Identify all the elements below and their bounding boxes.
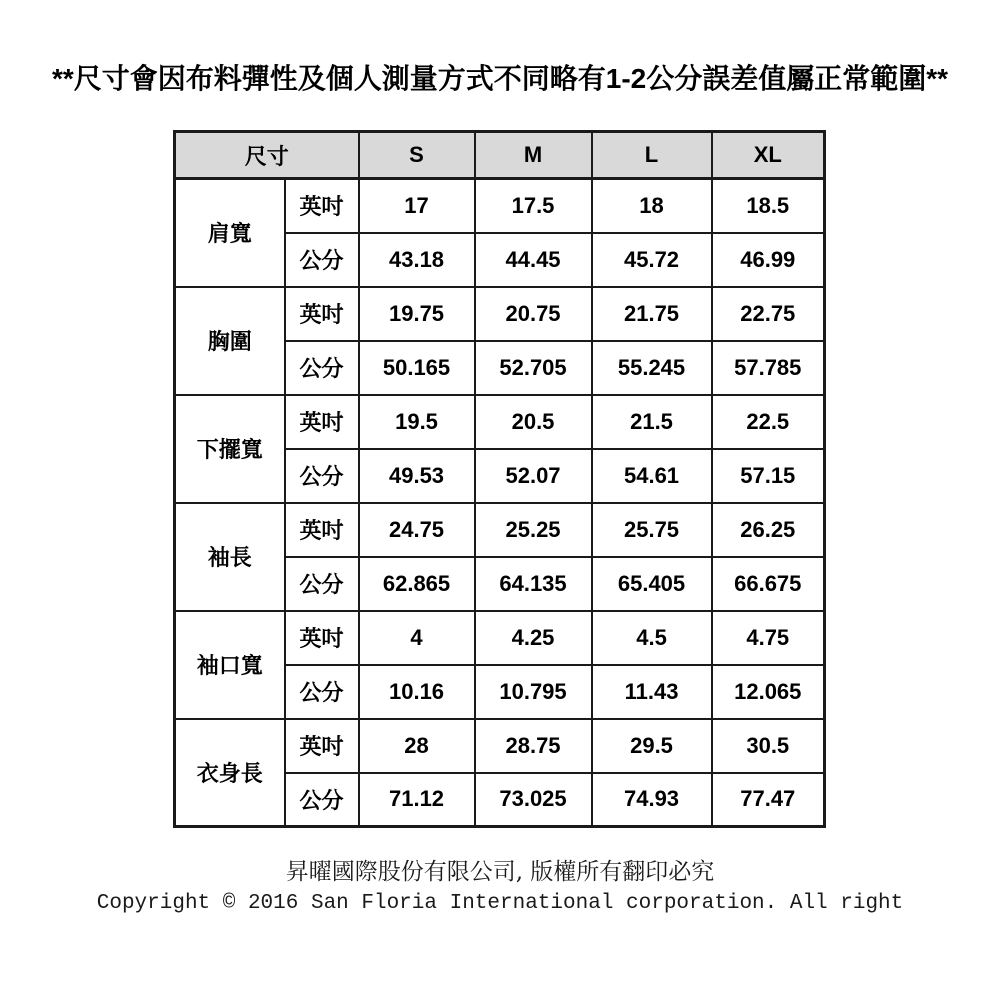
value-cell: 26.25 [712,503,825,557]
measure-label-body-length: 衣身長 [175,719,285,827]
value-cell: 17.5 [475,179,592,233]
value-cell: 77.47 [712,773,825,827]
size-header-m: M [475,132,592,179]
size-disclaimer-title: **尺寸會因布料彈性及個人測量方式不同略有1-2公分誤差值屬正常範圍** [51,63,949,94]
unit-label-inch: 英吋 [285,503,359,557]
value-cell: 24.75 [359,503,475,557]
value-cell: 4.5 [592,611,712,665]
value-cell: 46.99 [712,233,825,287]
value-cell: 43.18 [359,233,475,287]
table-row [175,503,825,557]
value-cell: 62.865 [359,557,475,611]
unit-label-cm: 公分 [285,557,359,611]
value-cell: 4 [359,611,475,665]
measure-label-shoulder: 肩寬 [175,179,285,287]
value-cell: 21.75 [592,287,712,341]
value-cell: 54.61 [592,449,712,503]
measure-label-hem: 下擺寬 [175,395,285,503]
measure-label-chest: 胸圍 [175,287,285,395]
value-cell: 12.065 [712,665,825,719]
size-chart-table [173,130,826,828]
value-cell: 74.93 [592,773,712,827]
size-header-l: L [592,132,712,179]
value-cell: 64.135 [475,557,592,611]
header-row [175,132,825,179]
value-cell: 22.5 [712,395,825,449]
unit-label-inch: 英吋 [285,611,359,665]
measure-label-sleeve: 袖長 [175,503,285,611]
value-cell: 50.165 [359,341,475,395]
value-cell: 20.75 [475,287,592,341]
size-col-header: 尺寸 [175,132,359,179]
value-cell: 18 [592,179,712,233]
value-cell: 55.245 [592,341,712,395]
unit-label-inch: 英吋 [285,719,359,773]
value-cell: 22.75 [712,287,825,341]
size-header-xl: XL [712,132,825,179]
value-cell: 52.07 [475,449,592,503]
value-cell: 57.15 [712,449,825,503]
value-cell: 25.75 [592,503,712,557]
value-cell: 65.405 [592,557,712,611]
value-cell: 49.53 [359,449,475,503]
table-row [175,719,825,773]
value-cell: 25.25 [475,503,592,557]
unit-label-cm: 公分 [285,341,359,395]
unit-label-cm: 公分 [285,449,359,503]
value-cell: 4.75 [712,611,825,665]
value-cell: 17 [359,179,475,233]
value-cell: 30.5 [712,719,825,773]
value-cell: 44.45 [475,233,592,287]
value-cell: 73.025 [475,773,592,827]
value-cell: 66.675 [712,557,825,611]
value-cell: 10.16 [359,665,475,719]
unit-label-cm: 公分 [285,773,359,827]
value-cell: 45.72 [592,233,712,287]
value-cell: 4.25 [475,611,592,665]
table-row [175,179,825,233]
table-row [175,395,825,449]
value-cell: 57.785 [712,341,825,395]
value-cell: 29.5 [592,719,712,773]
size-header-s: S [359,132,475,179]
value-cell: 19.75 [359,287,475,341]
value-cell: 10.795 [475,665,592,719]
unit-label-inch: 英吋 [285,287,359,341]
measure-label-cuff: 袖口寬 [175,611,285,719]
value-cell: 71.12 [359,773,475,827]
footer-copyright-line: Copyright © 2016 San Floria International corporation. All right [96,892,904,915]
unit-label-inch: 英吋 [285,395,359,449]
value-cell: 11.43 [592,665,712,719]
value-cell: 19.5 [359,395,475,449]
unit-label-inch: 英吋 [285,179,359,233]
value-cell: 28 [359,719,475,773]
value-cell: 28.75 [475,719,592,773]
value-cell: 52.705 [475,341,592,395]
footer-company-line: 昇曜國際股份有限公司, 版權所有翻印必究 [285,859,715,885]
table-row [175,611,825,665]
value-cell: 20.5 [475,395,592,449]
value-cell: 21.5 [592,395,712,449]
unit-label-cm: 公分 [285,233,359,287]
unit-label-cm: 公分 [285,665,359,719]
table-row [175,287,825,341]
value-cell: 18.5 [712,179,825,233]
